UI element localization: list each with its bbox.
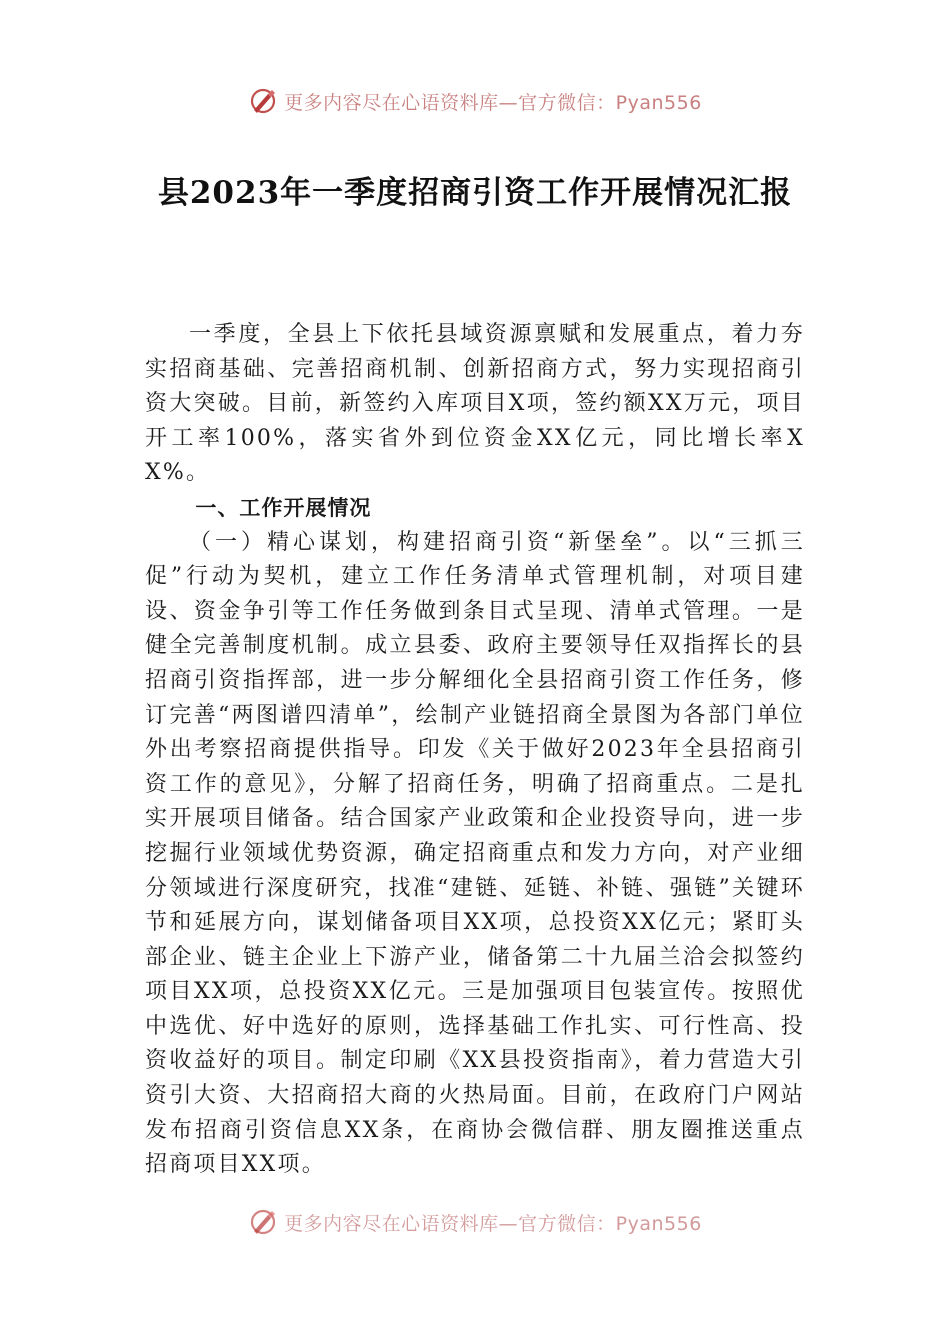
footer-watermark (0, 1207, 950, 1237)
section-paragraph: （一）精心谋划，构建招商引资“新堡垒”。以“三抓三促”行动为契机，建立工作任务清单式管理机制，对项目建设、资金争引等工作任务做到条目式呈现、清单式管理。一是健全完善制度机制。成立县委、政府主要领导任双指挥长的县招商引资指挥部，进一步分解细化全县招商引资工作任务，修订完善“两图谱四清单”，绘制产业链招商全景图为各部门单位外出考察招商提供指导。印发《关于做好2023年全县招商引资工作的意见》，分解了招商任务，明确了招商重点。二是扎实开展项目储备。结合国家产业政策和企业投资导向，进一步挖掘行业领域优势资源，确定招商重点和发力方向，对产业细分领域进行深度研究，找准“建链、延链、补链、强链”关键环节和延展方向，谋划储备项目XX项，总投资XX亿元；紧盯头部企业、链主企业上下游产业，储备第二十九届兰洽会拟签约项目XX项，总投资XX亿元。三是加强项目包装宣传。按照优中选优、好中选好的原则，选择基础工作扎实、可行性高、投资收益好的项目。制定印刷《XX县投资指南》，着力营造大引资引大资、大招商招大商的火热局面。目前，在政府门户网站发布招商引资信息XX条，在商协会微信群、朋友圈推送重点招商项目XX项。 (145, 529, 805, 1178)
section-heading: 一、工作开展情况 (195, 495, 372, 520)
header-watermark (0, 86, 950, 116)
document-body (145, 318, 805, 1183)
watermark-text: 更多内容尽在心语资料库—官方微信：Pyan556 (284, 91, 702, 114)
pen-circle-logo-icon (248, 1207, 278, 1237)
watermark-text: 更多内容尽在心语资料库—官方微信：Pyan556 (284, 1212, 702, 1235)
document-title: 县2023年一季度招商引资工作开展情况汇报 (157, 175, 793, 211)
intro-paragraph: 一季度，全县上下依托县域资源禀赋和发展重点，着力夯实招商基础、完善招商机制、创新招商方式，努力实现招商引资大突破。目前，新签约入库项目X项，签约额XX万元，项目开工率100%，落实省外到位资金XX亿元，同比增长率XX%。 (145, 322, 805, 486)
pen-circle-logo-icon (248, 86, 278, 116)
